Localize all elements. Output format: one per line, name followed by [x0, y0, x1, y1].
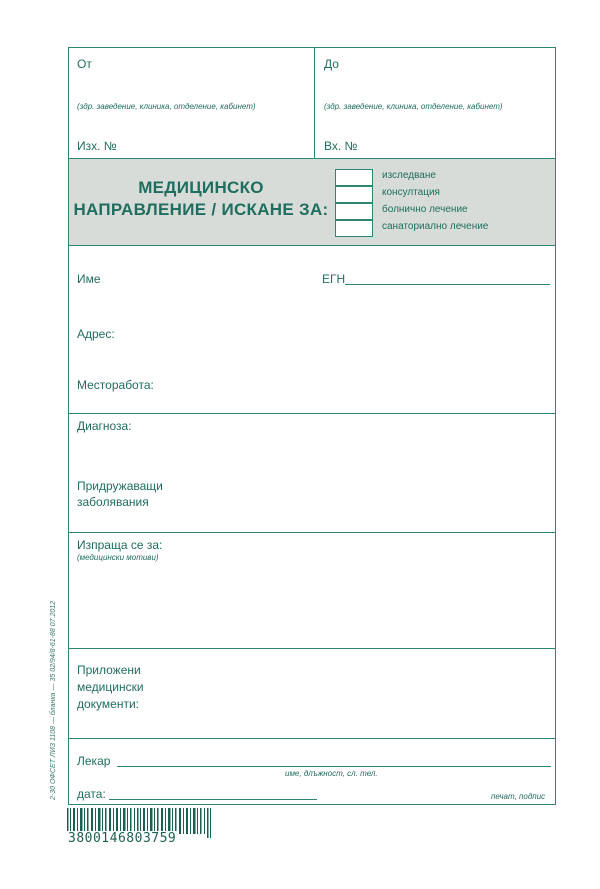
workplace-label: Месторабота: — [77, 378, 154, 392]
egn-field[interactable] — [345, 284, 550, 285]
name-label: Име — [77, 272, 101, 286]
form-title — [71, 177, 331, 221]
to-label: До — [324, 57, 339, 71]
date-label: дата: — [77, 787, 106, 801]
attachments-label-line2: медицински — [77, 680, 144, 694]
divider — [69, 413, 555, 414]
option-sanatorium-treatment: санаториално лечение — [382, 221, 489, 232]
checkbox-sanatorium-treatment[interactable] — [335, 220, 373, 237]
outgoing-number-label: Изх. № — [77, 139, 117, 153]
option-consultation: консултация — [382, 187, 440, 198]
divider — [69, 532, 555, 533]
header-divider — [314, 48, 315, 158]
divider — [69, 648, 555, 649]
sent-for-hint: (медицински мотиви) — [77, 553, 159, 562]
option-examination: изследване — [382, 170, 436, 181]
doctor-label: Лекар — [77, 754, 111, 768]
form-title-line1: МЕДИЦИНСКО — [138, 178, 264, 197]
checkbox-hospital-treatment[interactable] — [335, 203, 373, 220]
attachments-label-line3: документи: — [77, 697, 140, 711]
stamp-signature-hint: печат, подпис — [491, 792, 546, 801]
egn-label: ЕГН — [322, 272, 346, 286]
address-label: Адрес: — [77, 327, 115, 341]
form-title-line2: НАПРАВЛЕНИЕ / ИСКАНЕ ЗА: — [73, 200, 329, 219]
checkbox-consultation[interactable] — [335, 186, 373, 203]
diagnosis-label: Диагноза: — [77, 419, 132, 433]
divider — [69, 158, 555, 159]
from-label: От — [77, 57, 92, 71]
side-print-info: 2-30 ОФСЕТ ЛИЗ 1108 — бланка — 35 02/94/8-61-88 07.2012 — [50, 600, 57, 800]
barcode-number: 3800146803759 — [68, 831, 177, 846]
sent-for-label: Изпраща се за: — [77, 538, 163, 552]
checkbox-examination[interactable] — [335, 169, 373, 186]
accompanying-diseases-label-line1: Придружаващи — [77, 479, 163, 493]
doctor-field[interactable] — [117, 766, 551, 767]
divider — [69, 738, 555, 739]
option-hospital-treatment: болнично лечение — [382, 204, 468, 215]
attachments-label-line1: Приложени — [77, 663, 141, 677]
from-hint: (здр. заведение, клиника, отделение, кабинет) — [77, 102, 256, 111]
doctor-hint: име, длъжност, сл. тел. — [285, 769, 378, 778]
divider — [69, 245, 555, 246]
incoming-number-label: Вх. № — [324, 139, 358, 153]
to-hint: (здр. заведение, клиника, отделение, кабинет) — [324, 102, 503, 111]
referral-form — [68, 47, 556, 805]
date-field[interactable] — [109, 799, 317, 800]
accompanying-diseases-label-line2: заболявания — [77, 495, 149, 509]
